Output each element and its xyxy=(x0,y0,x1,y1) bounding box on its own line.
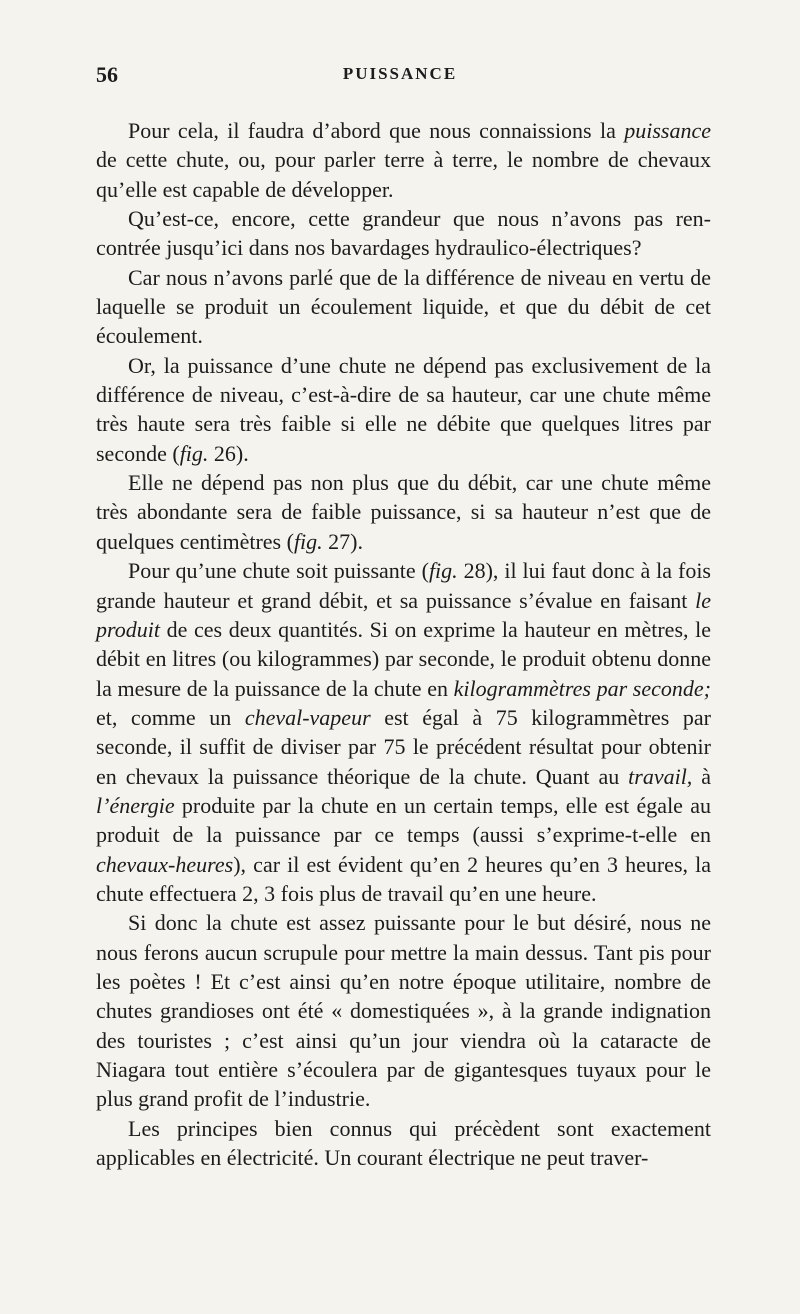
italic-text: kilogrammètres par seconde; xyxy=(453,675,711,701)
italic-text: le produit xyxy=(96,587,711,642)
text-run: Or, la puissance d’une chute ne dépend pas exclusivement de la différence de niveau, c’est-à-dire de sa hauteur, car une chute même très haute sera très faible si elle ne débite que quelques litres par seconde ( xyxy=(96,352,711,466)
paragraph xyxy=(96,468,711,556)
paragraph xyxy=(96,116,711,204)
paragraph xyxy=(96,263,711,351)
body-text xyxy=(96,116,711,1172)
paragraph xyxy=(96,556,711,908)
italic-text: fig. xyxy=(293,528,323,554)
text-run: Pour qu’une chute soit puissante ( xyxy=(128,558,429,584)
text-run: Car nous n’avons parlé que de la différence de niveau en vertu de laquelle se produit un écoulement liquide, et que du débit de cet écoulement. xyxy=(96,264,711,349)
italic-text: puissance xyxy=(624,118,711,143)
italic-text: l’énergie xyxy=(96,792,175,818)
text-run: Les principes bien connus qui précèdent sont exactement applicables en électricité. Un courant électrique ne peut traver- xyxy=(96,1115,711,1171)
text-run: est égal à 75 kilogrammètres par seconde, il suffit de diviser par 75 le précédent résultat pour obtenir en chevaux la puissance théorique de la chute. Quant au xyxy=(96,704,711,789)
italic-text: fig. xyxy=(428,558,458,584)
text-run: de cette chute, ou, pour parler terre à terre, le nombre de chevaux qu’elle est capable de développer. xyxy=(96,147,711,202)
text-run: 28), il lui faut donc à la fois grande hauteur et grand débit, et sa puissance s’évalue en faisant xyxy=(96,558,711,613)
text-run: 27). xyxy=(322,528,363,554)
italic-text: cheval-vapeur xyxy=(244,704,371,730)
text-run: de ces deux quantités. Si on exprime la hauteur en mètres, le débit en litres (ou kilogrammes) par seconde, le produit obtenu donne la mesure de la puissance de la chute en xyxy=(96,616,711,701)
text-run: Qu’est-ce, encore, cette grandeur que nous n’avons pas rencontrée jusqu’ici dans nos bavardages hydraulico-électriques? xyxy=(96,206,711,261)
paragraph xyxy=(96,1114,711,1173)
text-run: produite par la chute en un certain temps, elle est égale au produit de la puissance par ce temps (aussi s’exprime-t-elle en xyxy=(96,792,711,848)
italic-text: chevaux-heures xyxy=(96,851,234,877)
paragraph xyxy=(96,351,711,468)
paragraph xyxy=(96,204,711,263)
text-run: Pour cela, il faudra d’abord que nous connaissions la xyxy=(128,118,625,143)
text-run: et, comme un xyxy=(96,704,245,730)
page-number: 56 xyxy=(96,62,118,87)
italic-text: travail, xyxy=(628,763,693,789)
text-run: 26). xyxy=(208,440,249,466)
italic-text: fig. xyxy=(179,440,209,466)
running-head: PUISSANCE xyxy=(342,64,458,83)
page-header xyxy=(96,62,704,92)
text-run: Si donc la chute est assez puissante pour le but désiré, nous ne nous ferons aucun scrupule pour mettre la main dessus. Tant pis pour les poètes ! Et c’est ainsi qu’en notre époque utilitaire, nombre de chutes grandioses ont été « domestiquées », à la grande indignation des touristes ; c’est ainsi qu’un jour viendra où la cataracte de Niagara tout entière s’écoulera par de gigantesques tuyaux pour le plus grand profit de l’industrie. xyxy=(96,910,711,1112)
text-run: Elle ne dépend pas non plus que du débit, car une chute même très abondante sera de faible puissance, si sa hauteur n’est que de quelques centimètres ( xyxy=(96,470,711,554)
text-run: ), car il est évident qu’en 2 heures qu’en 3 heures, la chute effectuera 2, 3 fois plus de travail qu’en une heure. xyxy=(96,851,711,906)
paragraph xyxy=(96,908,711,1113)
text-run: à xyxy=(692,763,712,789)
